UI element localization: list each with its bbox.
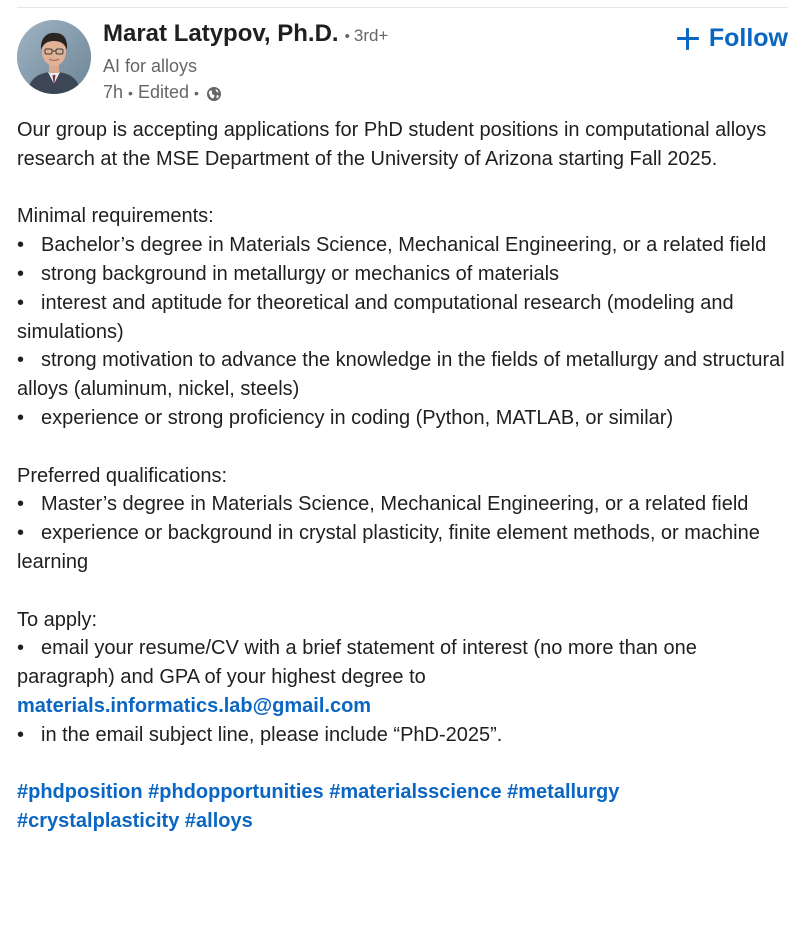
globe-icon <box>206 86 222 102</box>
bullet: • <box>17 637 25 660</box>
list-item-text: interest and aptitude for theoretical and computational research (modeling and simulations) <box>17 291 734 343</box>
to-apply-title: To apply: <box>17 608 98 631</box>
bullet: • <box>17 723 25 746</box>
list-item-text: Master’s degree in Materials Science, Mechanical Engineering, or a related field <box>41 493 749 516</box>
bullet: • <box>17 262 25 285</box>
hashtag-link[interactable]: #metallurgy <box>507 781 620 804</box>
post-intro: Our group is accepting applications for PhD student positions in computational alloys research at the MSE Department of the University of Arizona starting Fall 2025. <box>17 119 767 170</box>
hashtags-line <box>17 807 792 836</box>
list-item <box>17 721 792 750</box>
connection-degree: 3rd+ <box>353 26 389 45</box>
bullet: • <box>17 291 25 314</box>
list-item-text: experience or strong proficiency in coding (Python, MATLAB, or similar) <box>41 406 674 429</box>
avatar[interactable] <box>17 20 91 94</box>
list-item <box>17 260 792 289</box>
preferred-qualifications-title: Preferred qualifications: <box>17 464 228 487</box>
post-time: 7h <box>103 82 124 102</box>
edited-label: Edited <box>137 82 189 102</box>
follow-button[interactable] <box>677 24 788 53</box>
list-item <box>17 346 792 404</box>
hashtag-link[interactable]: #materialsscience <box>329 781 502 804</box>
separator-dot: • <box>344 28 350 45</box>
hashtags-line <box>17 778 792 807</box>
separator-dot: • <box>193 84 199 101</box>
avatar-photo <box>17 20 91 94</box>
hashtag-link[interactable]: #phdopportunities <box>148 781 324 804</box>
bullet: • <box>17 406 25 429</box>
list-item <box>17 490 792 519</box>
hashtag-link[interactable]: #crystalplasticity <box>17 810 180 833</box>
list-item-text: email your resume/CV with a brief statement of interest (no more than one paragraph) and GPA of your highest degree to <box>17 637 697 689</box>
list-item-text: strong background in metallurgy or mechanics of materials <box>41 262 560 285</box>
follow-label: Follow <box>708 24 788 52</box>
list-item <box>17 231 792 260</box>
author-info <box>103 20 388 103</box>
paragraph-gap <box>17 174 792 203</box>
separator-dot: • <box>128 84 133 101</box>
list-item <box>17 634 792 692</box>
paragraph-gap <box>17 433 792 462</box>
list-item-text: experience or background in crystal plasticity, finite element methods, or machine learning <box>17 522 760 573</box>
list-item <box>17 404 792 433</box>
plus-icon <box>677 28 699 50</box>
list-item <box>17 289 792 347</box>
post-header <box>17 20 788 105</box>
minimal-requirements-title: Minimal requirements: <box>17 205 214 228</box>
top-divider <box>17 7 788 8</box>
bullet: • <box>17 493 25 516</box>
bullet: • <box>17 234 25 257</box>
list-item-text: in the email subject line, please include “PhD-2025”. <box>41 723 503 746</box>
list-item-text: strong motivation to advance the knowledge in the fields of metallurgy and structural alloys (aluminum, nickel, steels) <box>17 349 785 401</box>
author-line <box>103 20 388 48</box>
email-link[interactable]: materials.informatics.lab@gmail.com <box>17 694 372 717</box>
list-item-text: Bachelor’s degree in Materials Science, Mechanical Engineering, or a related field <box>41 234 767 257</box>
bullet: • <box>17 522 25 545</box>
bullet: • <box>17 349 25 372</box>
author-name[interactable]: Marat Latypov, Ph.D. <box>103 20 339 47</box>
hashtag-link[interactable]: #phdposition <box>17 781 143 804</box>
paragraph-gap <box>17 750 792 779</box>
paragraph-gap <box>17 577 792 606</box>
author-headline: AI for alloys <box>103 56 198 76</box>
list-item <box>17 519 792 577</box>
hashtag-link[interactable]: #alloys <box>184 810 253 833</box>
email-line <box>17 692 792 721</box>
post-meta <box>103 82 388 103</box>
post-body <box>17 116 792 836</box>
